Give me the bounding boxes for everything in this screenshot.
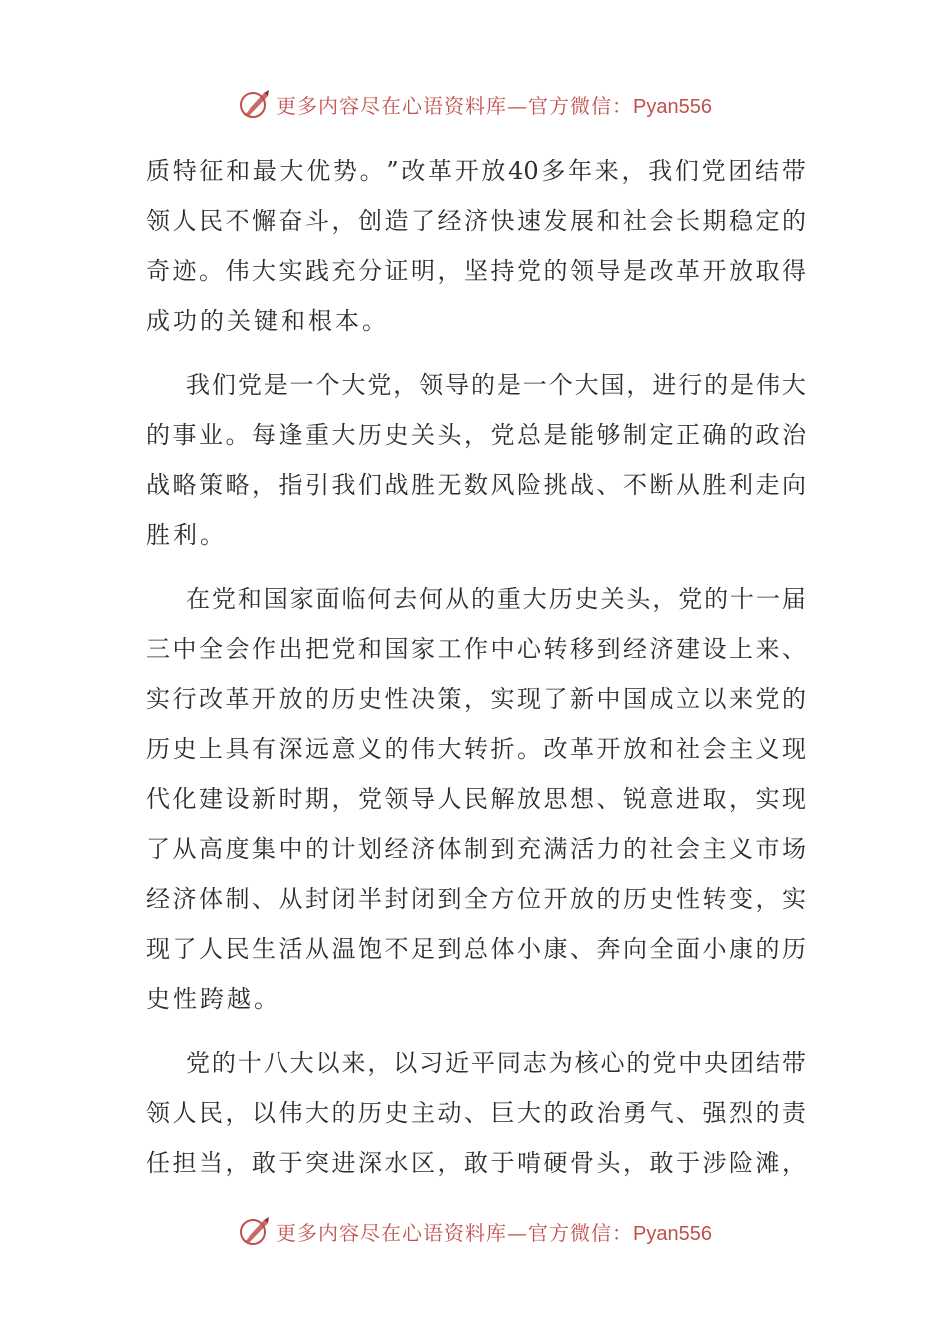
wechat-id: Pyan556 xyxy=(633,1222,712,1245)
text-line: 党 的 十 八 大 以 来 ， 以 习 近 平 同 志 为 核 心 的 党 中 央 团 结 带 xyxy=(186,1049,806,1077)
banner-text: 更多内容尽在心语资料库—官方微信：Pyan556 xyxy=(276,1220,712,1245)
text-line: 代 化 建 设 新 时 期 ， 党 领 导 人 民 解 放 思 想 、 锐 意 进 取 ， 实 现 xyxy=(146,785,806,813)
text-line: 领 人 民 不 懈 奋 斗 ， 创 造 了 经 济 快 速 发 展 和 社 会 长 期 稳 定 的 xyxy=(146,207,806,235)
text-line: 在 党 和 国 家 面 临 何 去 何 从 的 重 大 历 史 关 头 ， 党 的 十 一 届 xyxy=(186,585,806,613)
header-watermark-banner xyxy=(0,84,950,124)
text-line: 的 事 业 。 每 逢 重 大 历 史 关 头 ， 党 总 是 能 够 制 定 正 确 的 政 治 xyxy=(146,421,806,449)
text-line: 了 从 高 度 集 中 的 计 划 经 济 体 制 到 充 满 活 力 的 社 会 主 义 市 场 xyxy=(146,835,806,863)
document-body xyxy=(146,146,806,1188)
wechat-id: Pyan556 xyxy=(633,95,712,118)
quill-pen-logo-icon xyxy=(238,87,272,121)
text-line: 我 们 党 是 一 个 大 党 ， 领 导 的 是 一 个 大 国 ， 进 行 的 是 伟 大 xyxy=(186,371,806,399)
paragraph xyxy=(146,146,806,346)
text-line: 历 史 上 具 有 深 远 意 义 的 伟 大 转 折 。 改 革 开 放 和 社 会 主 义 现 xyxy=(146,735,806,763)
paragraph xyxy=(146,574,806,1024)
text-line: 质 特 征 和 最 大 优 势 。 ” 改 革 开 放 40 多 年 来 ， 我 们 党 团 结 带 xyxy=(146,157,806,185)
quill-pen-logo-icon xyxy=(238,1214,272,1248)
text-line: 领 人 民 ， 以 伟 大 的 历 史 主 动 、 巨 大 的 政 治 勇 气 、 强 烈 的 责 xyxy=(146,1099,806,1127)
text-line: 胜利。 xyxy=(146,521,227,549)
text-line: 经 济 体 制 、 从 封 闭 半 封 闭 到 全 方 位 开 放 的 历 史 性 转 变 ， 实 xyxy=(146,885,806,913)
text-line: 三 中 全 会 作 出 把 党 和 国 家 工 作 中 心 转 移 到 经 济 建 设 上 来 、 xyxy=(146,635,806,663)
text-line: 史性跨越。 xyxy=(146,985,281,1013)
paragraph-gap xyxy=(146,560,806,574)
text-line: 奇 迹 。 伟 大 实 践 充 分 证 明 ， 坚 持 党 的 领 导 是 改 革 开 放 取 得 xyxy=(146,257,806,285)
paragraph-gap xyxy=(146,346,806,360)
paragraph-gap xyxy=(146,1024,806,1038)
text-line: 成功的关键和根本。 xyxy=(146,307,389,335)
banner-text: 更多内容尽在心语资料库—官方微信：Pyan556 xyxy=(276,93,712,118)
paragraph xyxy=(146,1038,806,1188)
text-line: 实 行 改 革 开 放 的 历 史 性 决 策 ， 实 现 了 新 中 国 成 立 以 来 党 的 xyxy=(146,685,806,713)
text-line: 任 担 当 ， 敢 于 突 进 深 水 区 ， 敢 于 啃 硬 骨 头 ， 敢 于 涉 险 滩 ， xyxy=(146,1149,806,1177)
text-line: 现 了 人 民 生 活 从 温 饱 不 足 到 总 体 小 康 、 奔 向 全 面 小 康 的 历 xyxy=(146,935,806,963)
paragraph xyxy=(146,360,806,560)
footer-watermark-banner xyxy=(0,1211,950,1251)
text-line: 战 略 策 略 ， 指 引 我 们 战 胜 无 数 风 险 挑 战 、 不 断 从 胜 利 走 向 xyxy=(146,471,806,499)
